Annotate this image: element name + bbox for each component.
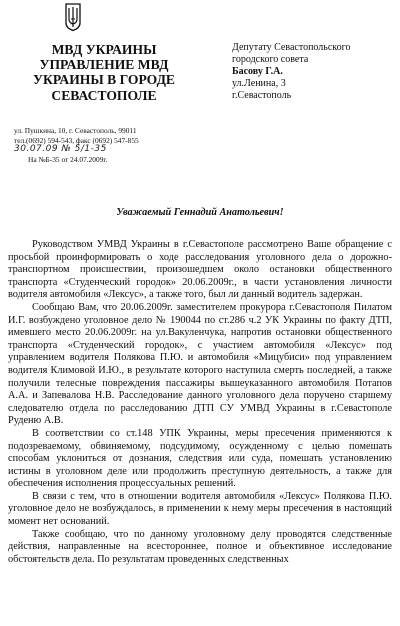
body-paragraph: Также сообщаю, что по данному уголовному делу проводятся следственные действия, направленные на всестороннее, полное и объективное исследование обстоятельств дела. По результатам проведенных следственных — [8, 528, 392, 565]
org-line: УПРАВЛЕНИЕ МВД — [39, 57, 169, 73]
org-line: СЕВАСТОПОЛЕ — [51, 87, 157, 103]
sender-phone: тел.(0692) 594-543, факс (0692) 547-855 — [14, 135, 139, 145]
recipient-block — [232, 42, 397, 102]
sender-details — [14, 126, 204, 164]
body-paragraph: В соответствии со ст.148 УПК Украины, меры пресечения применяются к подозреваемому, обвиняемому, подсудимому, осужденному с целью помешать способам уклониться от дознания, следствия или суда, помешать установлению истины в уголовном деле или продолжить преступную деятельность, а также для обеспечения исполнения процессуальных решений. — [8, 427, 392, 490]
recipient-name: Басову Г.А. — [232, 66, 283, 77]
recipient-street: ул.Ленина, 3 — [232, 78, 286, 89]
letter-body — [8, 239, 392, 566]
reference-number: На №Б-35 от 24.07.2009г. — [28, 154, 108, 164]
organization-name — [10, 42, 198, 103]
body-paragraph: Руководством УМВД Украины в г.Севастополе рассмотрено Ваше обращение с просьбой проинформировать о ходе расследования уголовного дела о дорожно-транспортном происшествии, произошедшем около остановки общественного транспорта «Студенческий городок» 20.06.2009г., в части установления личности водителя автомобиля «Лексус», а также того, был ли данный водитель задержан. — [8, 239, 392, 301]
body-paragraph: Сообщаю Вам, что 20.06.2009г. заместителем прокурора г.Севастополя Пилатом И.Г. возбуждено уголовное дело № 190044 по ст.286 ч.2 УК Украины по факту ДТП, имевшего место 20.06.2009г. на ул.Вакуленчука, напротив остановки общественного транспорта «Студенческий городок», с участием автомобиля «Лексус» под управлением водителя Полякова П.Ю. и автомобиля «Мицубиси» под управлением водителя Климовой И.Ю., в результате которого наступила смерть последней, а также получили телесные повреждения пассажиры вышеуказанного автомобиля Потапов А.А. и Запевалова Н.В. Расследование данного уголовного дела поручено старшему следователю отдела по расследованию ДТП СУ УМВД Украины в г.Севастополе Руденю А.В. — [8, 301, 392, 427]
outgoing-number: 30.07.09 № 5/1-35 — [14, 144, 107, 155]
recipient-line: городского совета — [232, 54, 309, 65]
recipient-city: г.Севастополь — [232, 90, 292, 101]
body-paragraph: В связи с тем, что в отношении водителя автомобиля «Лексус» Полякова П.Ю. уголовное дело не возбуждалось, в применении к нему меры пресечения в настоящий момент нет оснований. — [8, 490, 392, 528]
sender-address: ул. Пушкина, 10, г. Севастополь, 99011 — [14, 126, 137, 135]
org-line: МВД УКРАИНЫ — [51, 42, 157, 57]
salutation: Уважаемый Геннадий Анатольевич! — [116, 207, 284, 218]
recipient-line: Депутату Севастопольского — [232, 42, 351, 53]
trident-emblem-icon — [63, 2, 83, 32]
org-line: УКРАИНЫ В ГОРОДЕ — [33, 72, 175, 88]
